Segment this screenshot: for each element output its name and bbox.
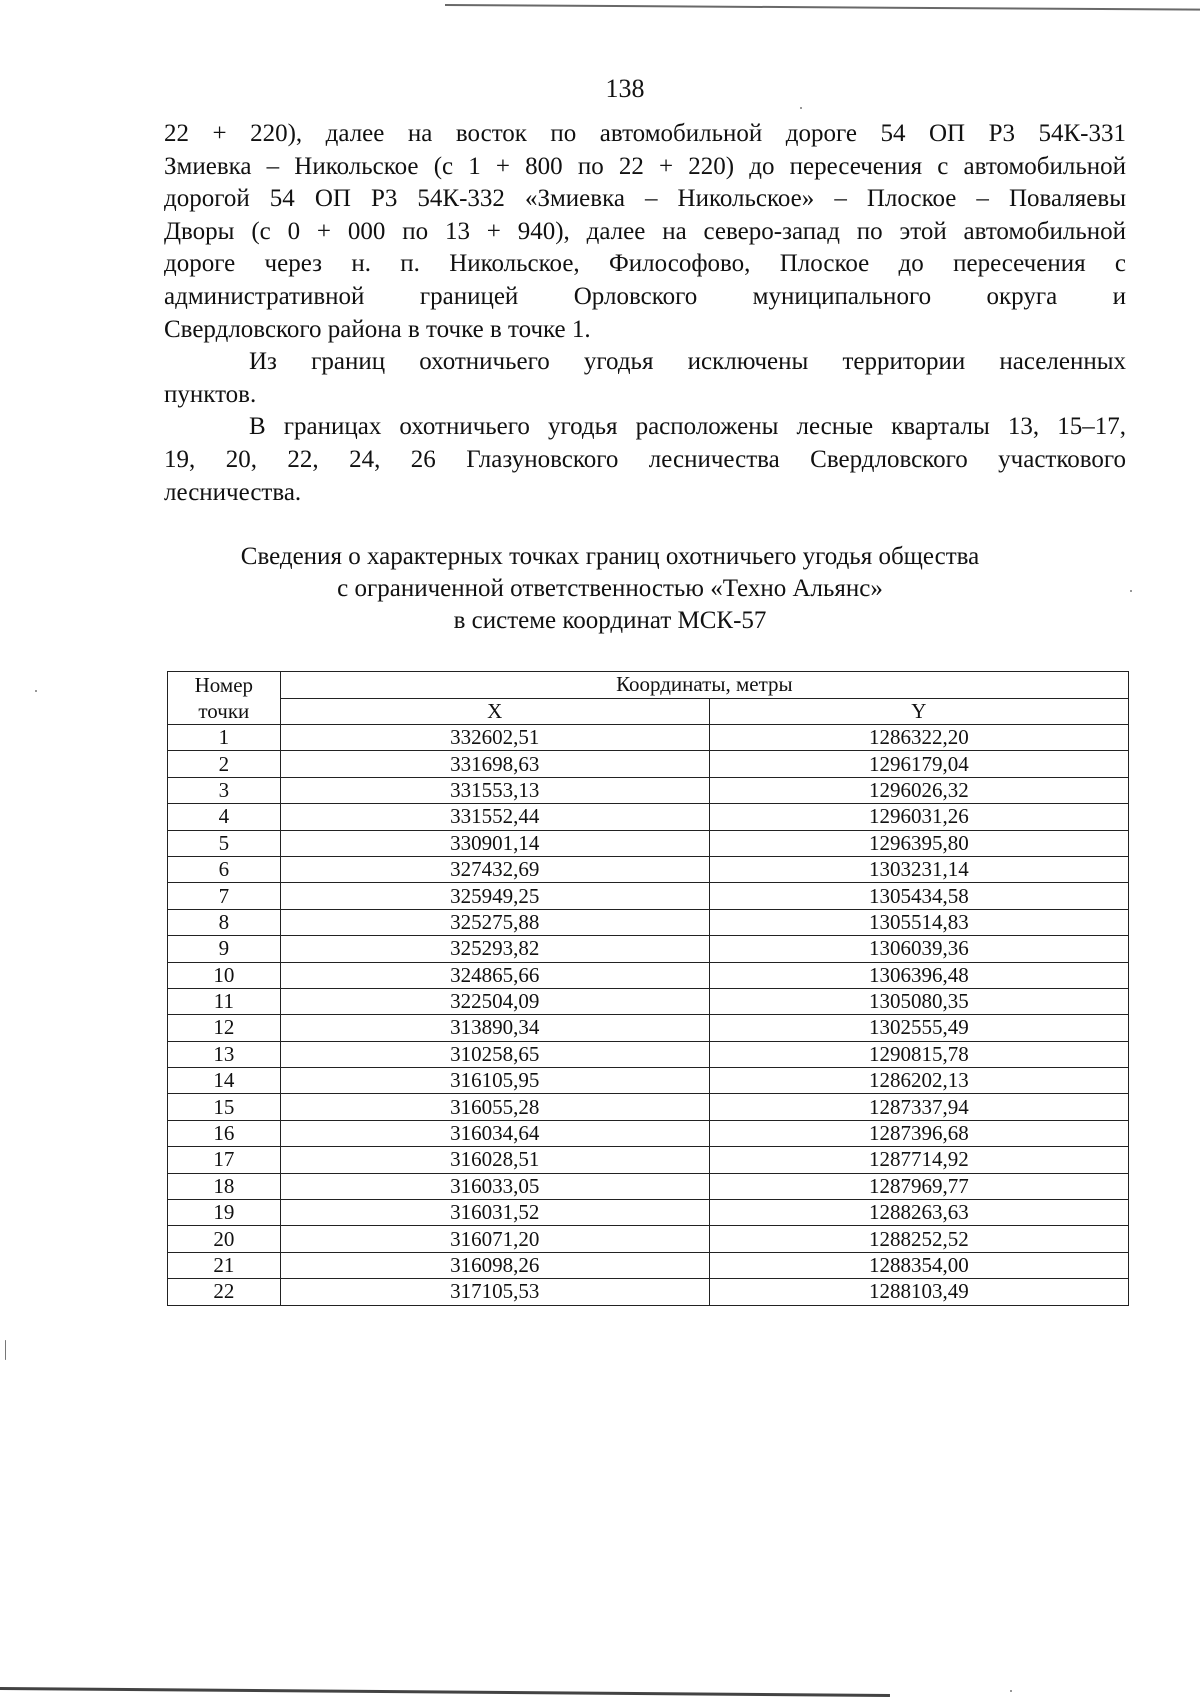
- y-coordinate-cell: 1288252,52: [709, 1226, 1128, 1252]
- y-coordinate-cell: 1306396,48: [709, 962, 1128, 988]
- table-row: [168, 1094, 1129, 1120]
- y-coordinate-cell: 1302555,49: [709, 1015, 1128, 1041]
- table-row: [168, 1200, 1129, 1226]
- text-line: В границах охотничьего угодья расположены лесные кварталы 13, 15–17,: [249, 413, 1126, 441]
- x-coordinate-cell: 331553,13: [280, 777, 709, 803]
- table-row: [168, 830, 1129, 856]
- scan-edge-line-bottom: [0, 1687, 890, 1697]
- table-row: [168, 1068, 1129, 1094]
- scan-speck: [1010, 1690, 1012, 1692]
- y-coordinate-cell: 1287396,68: [709, 1120, 1128, 1146]
- point-number-cell: 3: [168, 777, 281, 803]
- paragraph-forest-quarters: [164, 411, 1126, 509]
- text-line: Дворы (с 0 + 000 по 13 + 940), далее на северо-запад по этой автомобильной: [164, 217, 1126, 245]
- heading-line: с ограниченной ответственностью «Техно Альянс»: [337, 575, 883, 602]
- point-number-cell: 11: [168, 988, 281, 1014]
- x-coordinate-cell: 331552,44: [280, 804, 709, 830]
- x-coordinate-cell: 332602,51: [280, 725, 709, 751]
- scan-speck: [5, 1340, 6, 1360]
- point-number-cell: 10: [168, 962, 281, 988]
- heading-line: в системе координат МСК-57: [453, 607, 767, 634]
- text-line: Змиевка – Никольское (с 1 + 800 по 22 + 220) до пересечения с автомобильной: [164, 152, 1126, 180]
- table-header-row: [168, 672, 1129, 699]
- x-coordinate-cell: 316055,28: [280, 1094, 709, 1120]
- table-row: [168, 777, 1129, 803]
- point-number-cell: 14: [168, 1068, 281, 1094]
- y-coordinate-cell: 1288263,63: [709, 1200, 1128, 1226]
- header-text: точки: [198, 699, 250, 723]
- table-row: [168, 725, 1129, 751]
- y-coordinate-cell: 1296179,04: [709, 751, 1128, 777]
- table-row: [168, 1173, 1129, 1199]
- x-coordinate-cell: 330901,14: [280, 830, 709, 856]
- table-row: [168, 856, 1129, 882]
- x-coordinate-cell: 322504,09: [280, 988, 709, 1014]
- y-coordinate-cell: 1286202,13: [709, 1068, 1128, 1094]
- y-coordinate-cell: 1286322,20: [709, 725, 1128, 751]
- header-text: Номер: [194, 673, 254, 697]
- point-number-cell: 21: [168, 1252, 281, 1278]
- text-line: Свердловского района в точке в точке 1.: [164, 315, 591, 343]
- point-number-header: [168, 672, 281, 725]
- scan-speck: [35, 690, 37, 692]
- x-coordinate-cell: 316098,26: [280, 1252, 709, 1278]
- y-coordinate-cell: 1296031,26: [709, 804, 1128, 830]
- x-coordinate-cell: 316028,51: [280, 1147, 709, 1173]
- x-coordinate-cell: 316071,20: [280, 1226, 709, 1252]
- table-body: [168, 725, 1129, 1306]
- point-number-cell: 8: [168, 909, 281, 935]
- text-line: дороге через н. п. Никольское, Философово, Плоское до пересечения с: [164, 250, 1126, 278]
- x-coordinate-cell: 325275,88: [280, 909, 709, 935]
- y-coordinate-cell: 1305080,35: [709, 988, 1128, 1014]
- x-coordinate-cell: 325293,82: [280, 936, 709, 962]
- coordinates-table: [167, 671, 1129, 1306]
- table-row: [168, 1147, 1129, 1173]
- point-number-cell: 9: [168, 936, 281, 962]
- table-row: [168, 883, 1129, 909]
- y-coordinate-cell: 1303231,14: [709, 856, 1128, 882]
- point-number-cell: 19: [168, 1200, 281, 1226]
- y-header: Y: [709, 698, 1128, 725]
- text-line: Из границ охотничьего угодья исключены территории населенных: [249, 348, 1126, 376]
- point-number-cell: 20: [168, 1226, 281, 1252]
- point-number-cell: 12: [168, 1015, 281, 1041]
- scan-speck: [1130, 590, 1132, 592]
- x-coordinate-cell: 331698,63: [280, 751, 709, 777]
- text-line: дорогой 54 ОП Р3 54К-332 «Змиевка – Никольское» – Плоское – Поваляевы: [164, 185, 1126, 213]
- x-coordinate-cell: 316033,05: [280, 1173, 709, 1199]
- table-row: [168, 1015, 1129, 1041]
- x-coordinate-cell: 313890,34: [280, 1015, 709, 1041]
- point-number-cell: 17: [168, 1147, 281, 1173]
- x-coordinate-cell: 324865,66: [280, 962, 709, 988]
- table-row: [168, 804, 1129, 830]
- point-number-cell: 1: [168, 725, 281, 751]
- paragraph-exclusions: [164, 346, 1126, 411]
- point-number-cell: 6: [168, 856, 281, 882]
- table-row: [168, 1120, 1129, 1146]
- x-coordinate-cell: 316105,95: [280, 1068, 709, 1094]
- text-line: лесничества.: [164, 478, 302, 506]
- body-text: [164, 118, 1126, 509]
- text-line: 19, 20, 22, 24, 26 Глазуновского лесничества Свердловского участкового: [164, 445, 1126, 473]
- point-number-cell: 15: [168, 1094, 281, 1120]
- point-number-cell: 4: [168, 804, 281, 830]
- page-number: 138: [605, 74, 645, 103]
- point-number-cell: 7: [168, 883, 281, 909]
- text-line: административной границей Орловского муниципального округа и: [164, 282, 1126, 310]
- text-line: пунктов.: [164, 380, 257, 408]
- heading-line: Сведения о характерных точках границ охотничьего угодья общества: [240, 543, 980, 570]
- y-coordinate-cell: 1305434,58: [709, 883, 1128, 909]
- y-coordinate-cell: 1287714,92: [709, 1147, 1128, 1173]
- table-row: [168, 1041, 1129, 1067]
- point-number-cell: 5: [168, 830, 281, 856]
- table-subheader-row: [168, 698, 1129, 725]
- scan-speck: [800, 107, 802, 109]
- y-coordinate-cell: 1288103,49: [709, 1279, 1128, 1305]
- table-row: [168, 988, 1129, 1014]
- table-row: [168, 1279, 1129, 1305]
- y-coordinate-cell: 1287969,77: [709, 1173, 1128, 1199]
- coordinates-header: Координаты, метры: [280, 672, 1128, 699]
- text-line: 22 + 220), далее на восток по автомобильной дороге 54 ОП Р3 54К-331: [164, 120, 1126, 147]
- table-row: [168, 1252, 1129, 1278]
- point-number-cell: 2: [168, 751, 281, 777]
- x-coordinate-cell: 325949,25: [280, 883, 709, 909]
- table-heading: [0, 541, 1200, 637]
- x-coordinate-cell: 317105,53: [280, 1279, 709, 1305]
- x-coordinate-cell: 316031,52: [280, 1200, 709, 1226]
- scan-edge-line-top: [445, 4, 1200, 11]
- point-number-cell: 22: [168, 1279, 281, 1305]
- y-coordinate-cell: 1296026,32: [709, 777, 1128, 803]
- table-row: [168, 909, 1129, 935]
- point-number-cell: 18: [168, 1173, 281, 1199]
- table-row: [168, 1226, 1129, 1252]
- x-header: X: [280, 698, 709, 725]
- table-row: [168, 751, 1129, 777]
- point-number-cell: 13: [168, 1041, 281, 1067]
- y-coordinate-cell: 1296395,80: [709, 830, 1128, 856]
- table-row: [168, 962, 1129, 988]
- x-coordinate-cell: 316034,64: [280, 1120, 709, 1146]
- y-coordinate-cell: 1287337,94: [709, 1094, 1128, 1120]
- x-coordinate-cell: 310258,65: [280, 1041, 709, 1067]
- point-number-cell: 16: [168, 1120, 281, 1146]
- x-coordinate-cell: 327432,69: [280, 856, 709, 882]
- y-coordinate-cell: 1288354,00: [709, 1252, 1128, 1278]
- y-coordinate-cell: 1290815,78: [709, 1041, 1128, 1067]
- y-coordinate-cell: 1306039,36: [709, 936, 1128, 962]
- y-coordinate-cell: 1305514,83: [709, 909, 1128, 935]
- table-row: [168, 936, 1129, 962]
- paragraph-route-description: [164, 118, 1126, 346]
